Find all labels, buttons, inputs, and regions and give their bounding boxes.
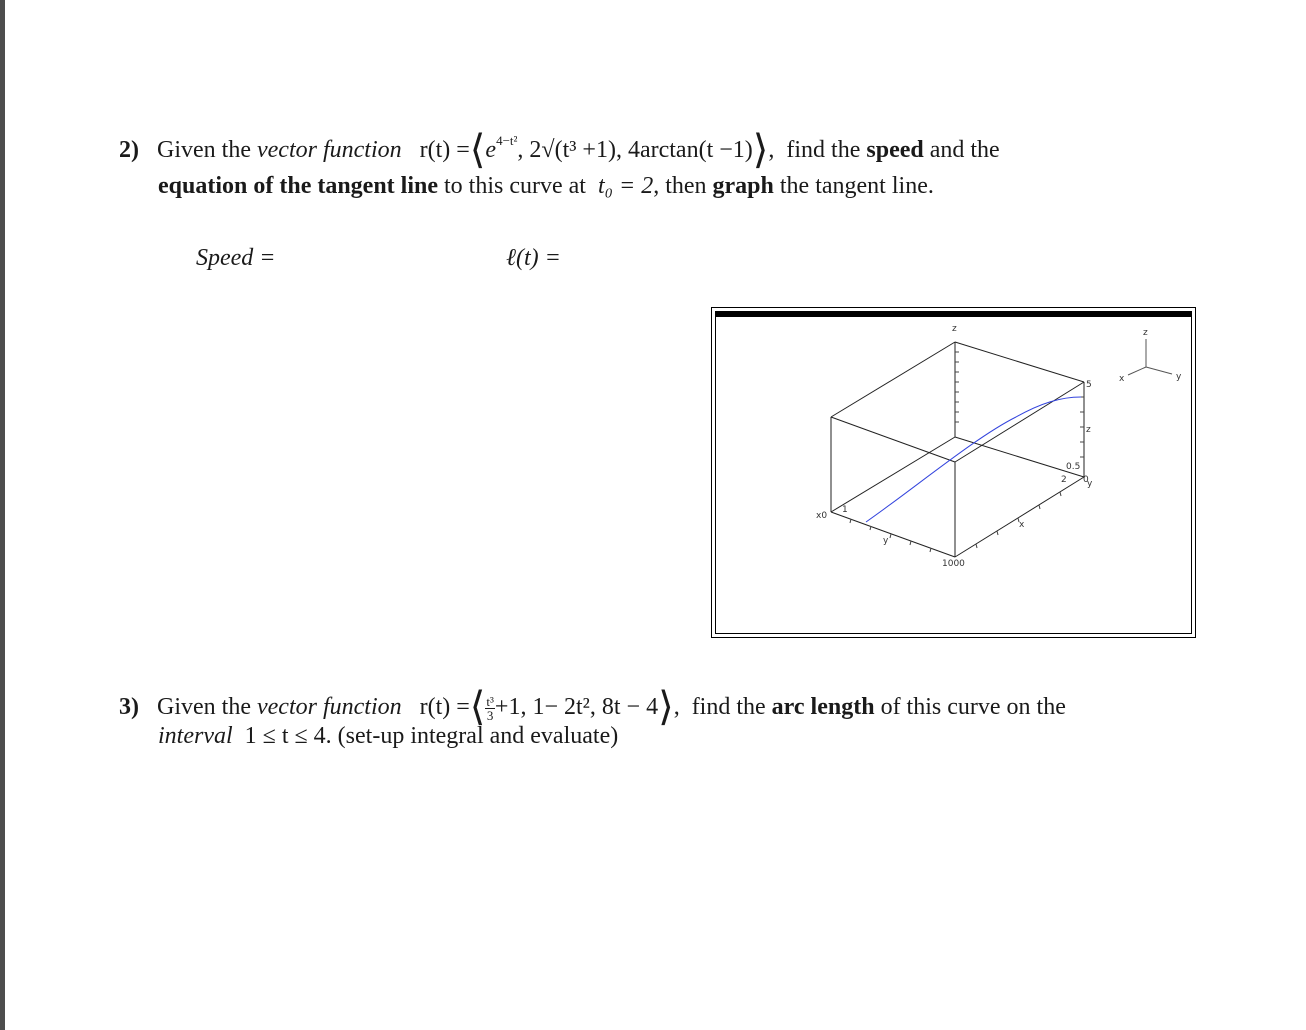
box-edge (955, 382, 1084, 462)
of-curve-text: of this curve on the (880, 694, 1066, 720)
comp1-base: e (485, 137, 497, 163)
tick-label-y: y (1087, 479, 1093, 489)
tick-label-1000: 1000 (942, 559, 965, 569)
box-edge (831, 417, 955, 462)
then-text: , then (653, 173, 707, 199)
bounding-box (831, 342, 1084, 557)
box-edge (831, 437, 955, 512)
tick-marks (850, 352, 1084, 552)
box-edge (831, 512, 955, 557)
tick-label-5: 5 (1086, 380, 1092, 390)
to-curve-text: to this curve at (444, 173, 586, 199)
curve-line (866, 397, 1081, 522)
tick-label-z: z (1086, 425, 1091, 435)
given-text: Given the (157, 137, 251, 163)
tangent-line-graph (711, 307, 1196, 638)
problem-2-line-1: 2) Given the vector function $r(t) =⟨e^{4-t^2}$, 2√(t³ +1), 4arctan(t −1)⟩, find the speed and the (119, 127, 1000, 172)
interval-text: interval (158, 723, 233, 749)
viewer-left-edge (0, 0, 5, 1030)
z-axis-label: z (952, 324, 957, 334)
orient-x-label: x (1119, 374, 1125, 384)
orient-z-label: z (1143, 328, 1148, 338)
tick-label-2: 2 (1061, 475, 1067, 485)
comp1-rest: +1, (494, 694, 527, 720)
comp3: 8t − 4 (601, 694, 659, 720)
box-edge (831, 342, 955, 417)
box-edge (955, 477, 1084, 557)
graph-canvas (715, 311, 1192, 634)
tangent-line-bold: equation of the tangent line (158, 173, 439, 199)
graph-bold: graph (712, 173, 774, 199)
speed-bold: speed (866, 137, 924, 163)
tick-label-0: 0 (1083, 475, 1089, 485)
problem-2-number: 2) (119, 137, 139, 163)
axes-orientation (1128, 339, 1172, 375)
problem-2-line-2 (158, 174, 934, 198)
find-text: find the (691, 694, 766, 720)
x-axis-label: x (1019, 520, 1025, 530)
the-tangent-text: the tangent line. (779, 173, 934, 199)
problem-3-line-1: 3) Given the vector function r(t) =⟨ $\frac{\text{t³}}{3}$ +1, 1− 2t², 8t − 4⟩, find the arc length of this curve on the (119, 684, 1066, 729)
problem-3-line-2 (158, 724, 618, 748)
r-of-t: r(t) = (419, 694, 470, 720)
problem-3-number: 3) (119, 694, 139, 720)
comp2: 2√(t³ +1) (529, 137, 616, 163)
box-edge (955, 342, 1084, 382)
tick-label-1: 1 (842, 505, 848, 515)
comp1-exp: 4−t² (496, 133, 518, 148)
rest-text: . (set-up integral and evaluate) (325, 723, 619, 749)
given-text: Given the (157, 694, 251, 720)
graph-svg (716, 317, 1191, 633)
tick-label-0-5: 0.5 (1066, 462, 1081, 472)
y-axis-label: y (883, 536, 889, 546)
and-the-text: and the (929, 137, 1000, 163)
interval-expr: 1 ≤ t ≤ 4 (244, 723, 326, 749)
comp3: 4arctan(t −1) (627, 137, 753, 163)
fraction: $\frac{\text{t³}}{3}$ (486, 693, 494, 723)
orient-y-label: y (1176, 372, 1182, 382)
r-of-t: r(t) = (419, 137, 470, 163)
tangent-line-label: ℓ(t) = (506, 245, 561, 271)
x0-label: x0 (816, 511, 828, 521)
find-text: find the (786, 137, 861, 163)
arc-length-bold: arc length (771, 694, 875, 720)
speed-label: Speed = (196, 245, 276, 271)
vector-function-text: vector function (256, 694, 402, 720)
comp2: 1− 2t², (532, 694, 596, 720)
vector-function-text: vector function (256, 137, 402, 163)
t0-value: t₀ = 2 (597, 173, 654, 199)
